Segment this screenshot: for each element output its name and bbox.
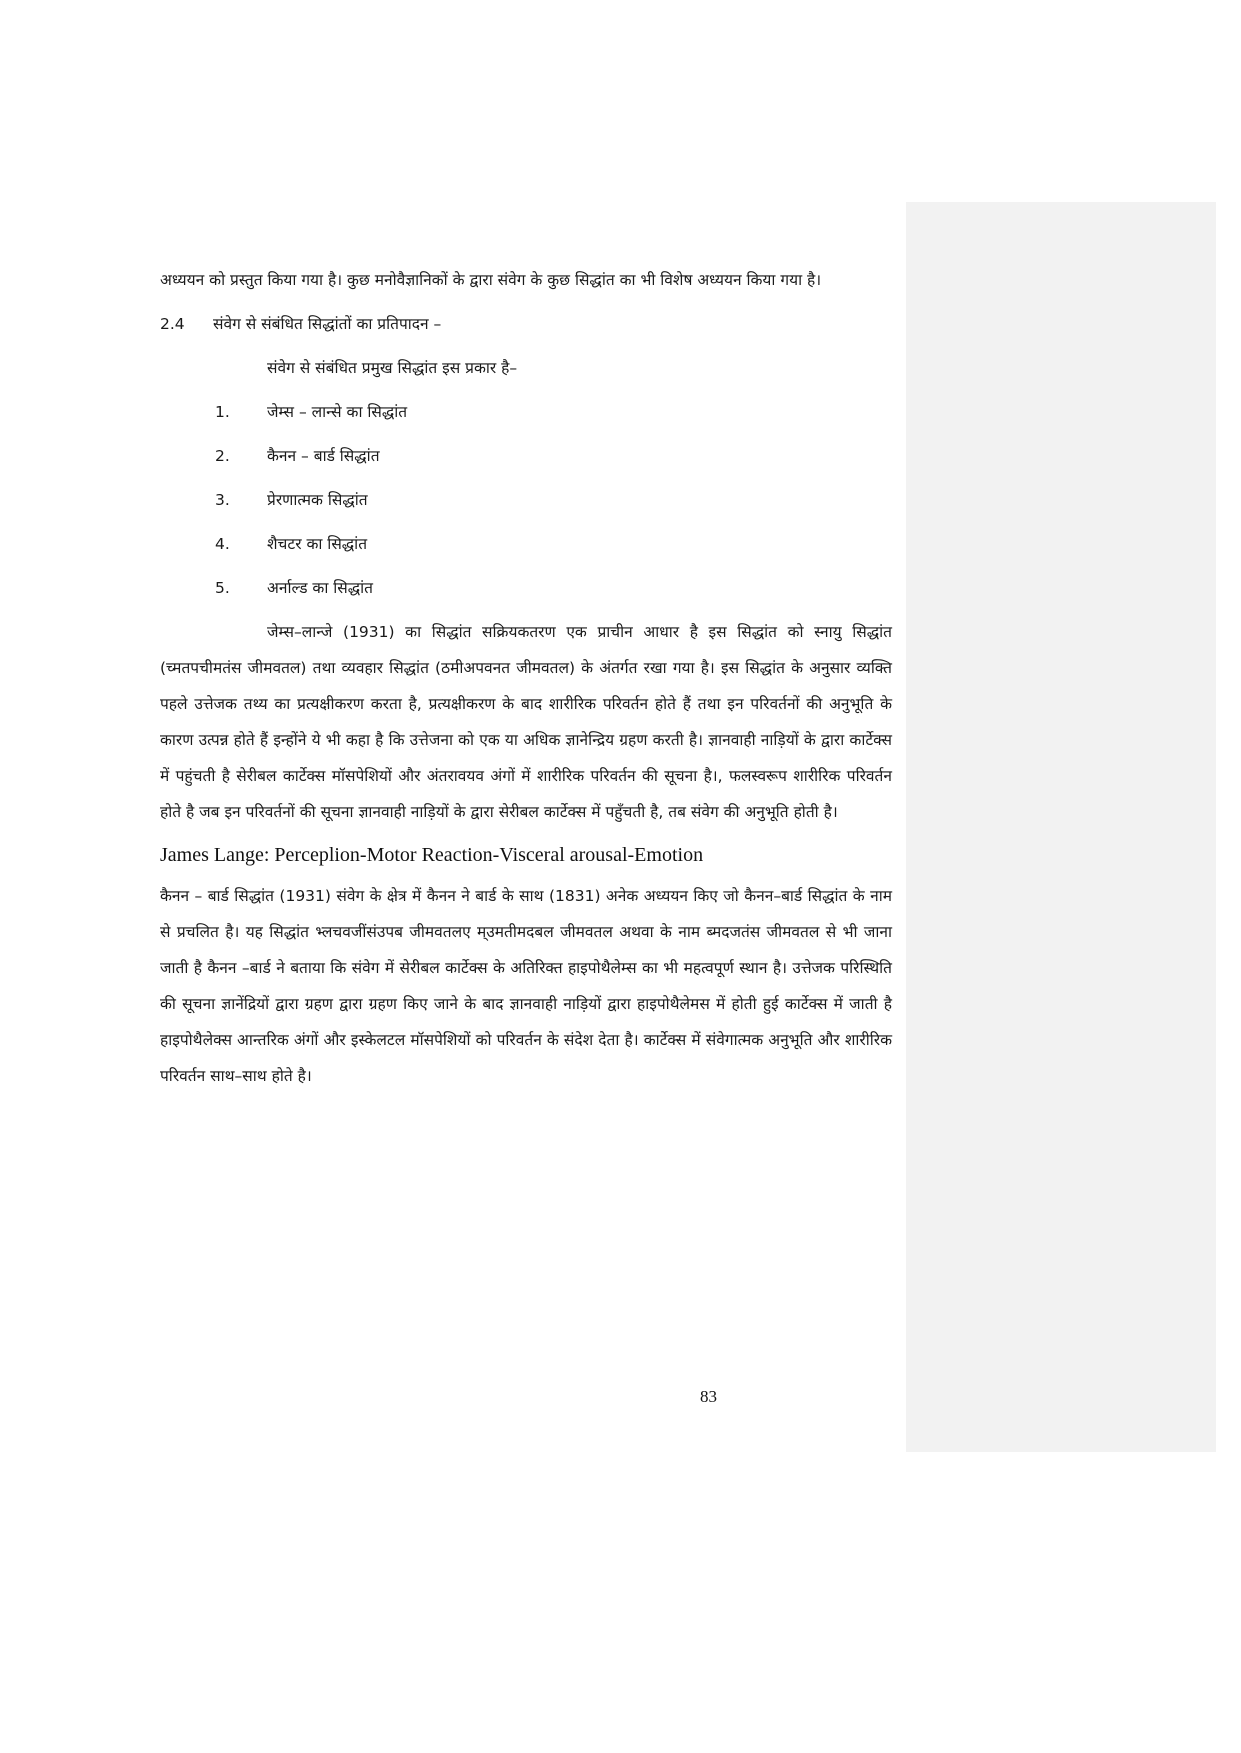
list-item-number: 4. bbox=[215, 535, 230, 553]
intro-paragraph: अध्ययन को प्रस्तुत किया गया है। कुछ मनोवैज्ञानिकों के द्वारा संवेग के कुछ सिद्धांत का भी विशेष अध्ययन किया गया है। bbox=[160, 271, 822, 289]
list-item-label: शैचटर का सिद्धांत bbox=[267, 535, 368, 553]
page-content bbox=[160, 262, 892, 1094]
list-item bbox=[160, 482, 892, 518]
section-title: संवेग से संबंधित सिद्धांतों का प्रतिपादन – bbox=[213, 315, 442, 333]
james-lange-paragraph: जेम्स–लान्जे (1931) का सिद्धांत सक्रियकतरण एक प्राचीन आधार है इस सिद्धांत को स्नायु सिद्धांत (च्मतपचीमतंस जीमवतल) तथा व्यवहार सिद्धांत (ठमीअपवनत जीमवतल) के अंतर्गत रखा गया है। इस सिद्धांत के अनुसार व्यक्ति पहले उत्तेजक तथ्य का प्रत्यक्षीकरण करता है, प्रत्यक्षीकरण के बाद शारीरिक परिवर्तन होते हैं तथा इन परिवर्तनों की अनुभूति के कारण उत्पन्न होते हैं इन्होंने ये भी कहा है कि उत्तेजना को एक या अधिक ज्ञानेन्द्रिय ग्रहण करती है। ज्ञानवाही नाड़ियों के द्वारा कार्टेक्स में पहुंचती है सेरीबल कार्टेक्स मॉसपेशियों और अंतरावयव अंगों में शारीरिक परिवर्तन की सूचना है।, फलस्वरूप शारीरिक परिवर्तन होते है जब इन परिवर्तनों की सूचना ज्ञानवाही नाड़ियों के द्वारा सेरीबल कार्टेक्स में पहुँचती है, तब संवेग की अनुभूति होती है। bbox=[160, 623, 892, 821]
english-heading: James Lange: Perceplion-Motor Reaction-Visceral arousal-Emotion bbox=[160, 844, 704, 866]
section-intro: संवेग से संबंधित प्रमुख सिद्धांत इस प्रकार है– bbox=[267, 359, 518, 377]
comment-pane bbox=[906, 202, 1216, 1452]
list-item bbox=[160, 526, 892, 562]
list-item-label: कैनन – बार्ड सिद्धांत bbox=[267, 447, 380, 465]
list-item bbox=[160, 394, 892, 430]
list-item-number: 3. bbox=[215, 491, 230, 509]
page-number: 83 bbox=[700, 1387, 717, 1406]
list-item-number: 2. bbox=[215, 447, 230, 465]
list-item-number: 5. bbox=[215, 579, 230, 597]
cannon-bard-paragraph: कैनन – बार्ड सिद्धांत (1931) संवेग के क्षेत्र में कैनन ने बार्ड के साथ (1831) अनेक अध्ययन किए जो कैनन–बार्ड सिद्धांत के नाम से प्रचलित है। यह सिद्धांत भ्लचवजींसंउपब जीमवतलए म्उमतीमदबल जीमवतल अथवा के नाम ब्मदजतंस जीमवतल से भी जाना जाती है कैनन –बार्ड ने बताया कि संवेग में सेरीबल कार्टेक्स के अतिरिक्त हाइपोथैलेम्स का भी महत्वपूर्ण स्थान है। उत्तेजक परिस्थिति की सूचना ज्ञानेंद्रियों द्वारा ग्रहण द्वारा ग्रहण किए जाने के बाद ज्ञानवाही नाड़ियों द्वारा हाइपोथैलेमस में होती हुई कार्टेक्स में जाती है हाइपोथैलेक्स आन्तरिक अंगों और इस्केलटल मॉसपेशियों को परिवर्तन के संदेश देता है। कार्टेक्स में संवेगात्मक अनुभूति और शारीरिक परिवर्तन साथ–साथ होते है। bbox=[160, 887, 892, 1085]
list-item bbox=[160, 570, 892, 606]
section-heading bbox=[160, 306, 892, 342]
theory-list bbox=[160, 394, 892, 606]
list-item-number: 1. bbox=[215, 403, 230, 421]
list-item-label: अर्नाल्ड का सिद्धांत bbox=[267, 579, 374, 597]
section-number: 2.4 bbox=[160, 315, 185, 333]
list-item-label: जेम्स – लान्से का सिद्धांत bbox=[267, 403, 408, 421]
list-item-label: प्रेरणात्मक सिद्धांत bbox=[267, 491, 368, 509]
list-item bbox=[160, 438, 892, 474]
